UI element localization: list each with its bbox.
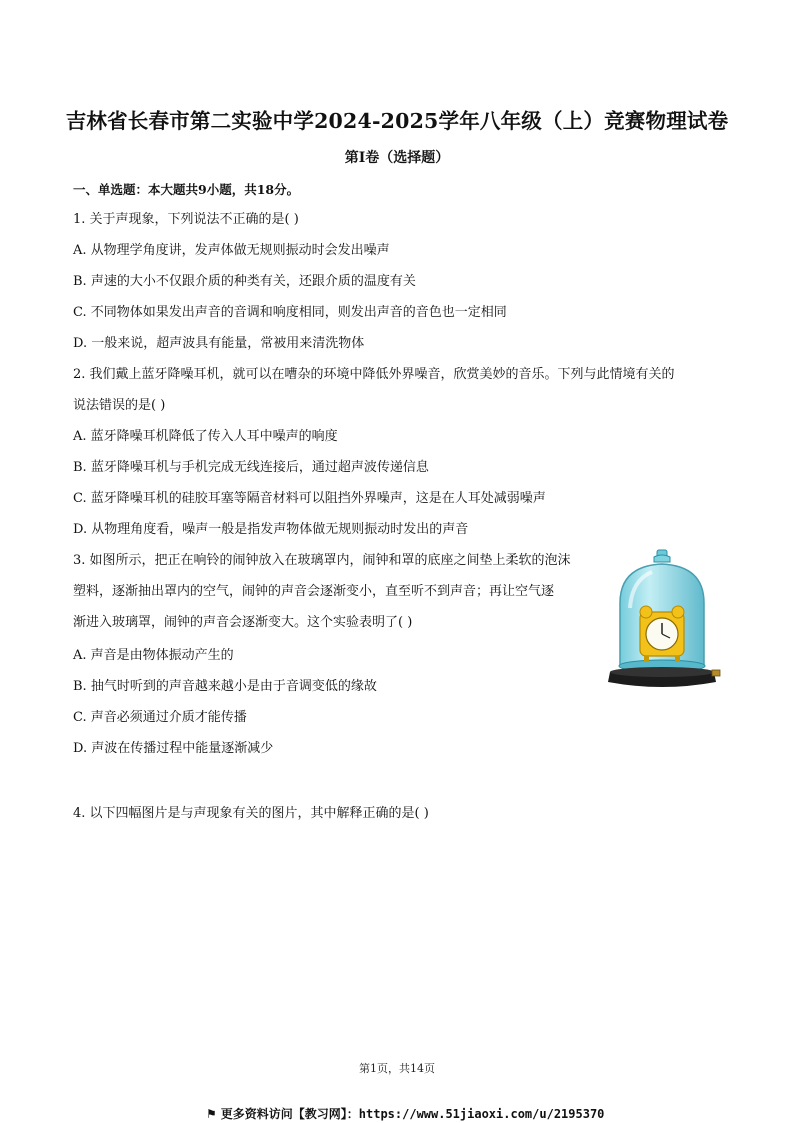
- question-4-stem: 4. 以下四幅图片是与声现象有关的图片，其中解释正确的是( ): [73, 806, 429, 821]
- question-3-stem-line-3: 渐进入玻璃罩，闹钟的声音会逐渐变大。这个实验表明了( ): [73, 615, 413, 630]
- question-3-option-b: B. 抽气时听到的声音越来越小是由于音调变低的缘故: [73, 679, 377, 694]
- question-3-stem-line-2: 塑料，逐渐抽出罩内的空气，闹钟的声音会逐渐变小，直至听不到声音；再让空气逐: [73, 584, 555, 599]
- paper-title: 吉林省长春市第二实验中学2024-2025学年八年级（上）竞赛物理试卷: [65, 109, 729, 133]
- question-1-option-d: D. 一般来说，超声波具有能量，常被用来清洗物体: [73, 336, 365, 351]
- question-3-option-a: A. 声音是由物体振动产生的: [73, 648, 234, 663]
- question-2-stem-line-2: 说法错误的是( ): [73, 398, 166, 413]
- question-2-option-b: B. 蓝牙降噪耳机与手机完成无线连接后，通过超声波传递信息: [73, 460, 429, 475]
- flag-icon: ⚑: [206, 1107, 217, 1121]
- resource-banner[interactable]: [206, 1105, 604, 1122]
- question-2-stem-line-1: 2. 我们戴上蓝牙降噪耳机，就可以在嘈杂的环境中降低外界噪音，欣赏美妙的音乐。下列与此情境有关的: [73, 367, 675, 382]
- question-1-option-a: A. 从物理学角度讲，发声体做无规则振动时会发出噪声: [73, 243, 390, 258]
- question-2-option-d: D. 从物理角度看，噪声一般是指发声物体做无规则振动时发出的声音: [73, 522, 469, 537]
- question-1-stem: 1. 关于声现象，下列说法不正确的是( ): [73, 212, 299, 227]
- question-3-option-d: D. 声波在传播过程中能量逐渐减少: [73, 741, 274, 756]
- part-heading: 第I卷（选择题）: [344, 150, 450, 166]
- page-number-footer: 第1页，共14页: [359, 1062, 435, 1075]
- question-1-option-b: B. 声速的大小不仅跟介质的种类有关，还跟介质的温度有关: [73, 274, 416, 289]
- question-2-option-a: A. 蓝牙降噪耳机降低了传入人耳中噪声的响度: [73, 429, 338, 444]
- banner-text: 更多资料访问【教习网】：https://www.51jiaoxi.com/u/2195370: [220, 1107, 605, 1121]
- question-3-option-c: C. 声音必须通过介质才能传播: [73, 710, 247, 725]
- question-2-option-c: C. 蓝牙降噪耳机的硅胶耳塞等隔音材料可以阻挡外界噪声，这是在人耳处减弱噪声: [73, 491, 546, 506]
- question-3-stem-line-1: 3. 如图所示，把正在响铃的闹钟放入在玻璃罩内，闹钟和罩的底座之间垫上柔软的泡沫: [73, 553, 571, 568]
- bell-jar-alarm-clock-icon: [604, 548, 722, 698]
- question-1-option-c: C. 不同物体如果发出声音的音调和响度相同，则发出声音的音色也一定相同: [73, 305, 507, 320]
- section-heading: 一、单选题：本大题共9小题，共18分。: [73, 182, 300, 197]
